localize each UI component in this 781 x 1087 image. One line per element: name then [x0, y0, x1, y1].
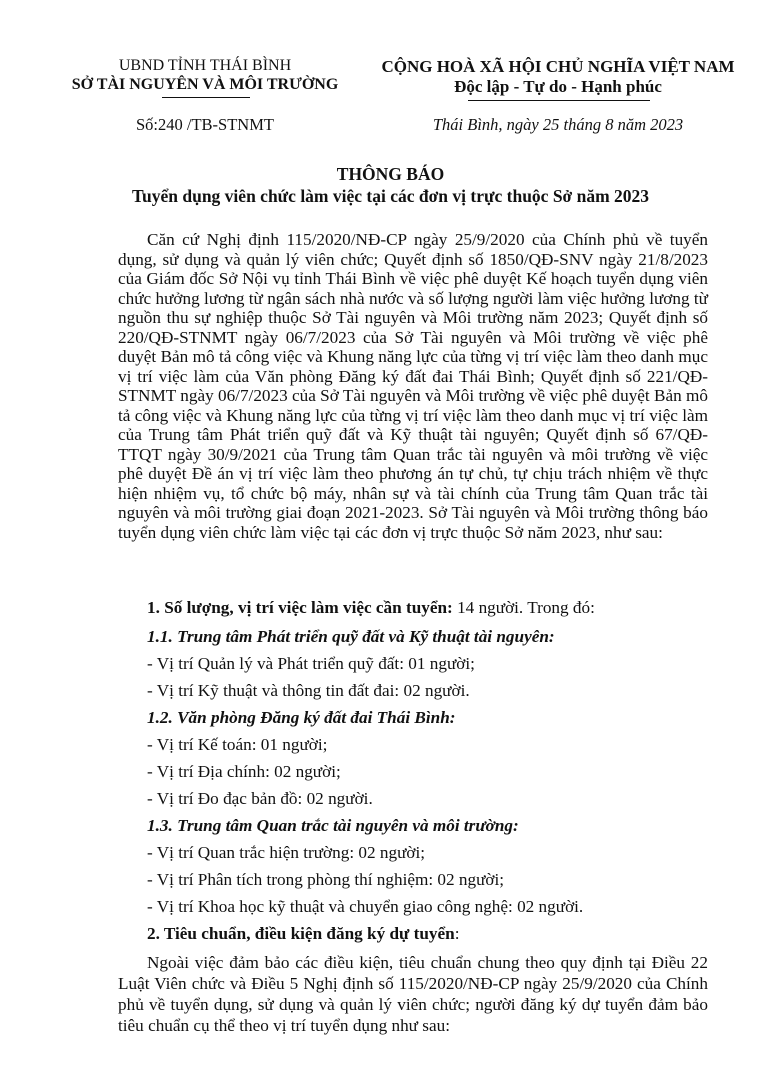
document-subtitle: Tuyển dụng viên chức làm việc tại các đơn vị trực thuộc Sở năm 2023	[131, 186, 650, 206]
unit-2-position: - Vị trí Kế toán: 01 người;	[147, 735, 328, 754]
unit-3-heading: 1.3. Trung tâm Quan trắc tài nguyên và môi trường:	[147, 816, 519, 835]
unit-1-position: - Vị trí Kỹ thuật và thông tin đất đai: 02 người.	[147, 681, 470, 700]
unit-2-position: - Vị trí Địa chính: 02 người;	[147, 762, 341, 781]
unit-1-position: - Vị trí Quản lý và Phát triển quỹ đất: 01 người;	[147, 654, 475, 673]
unit-2-position: - Vị trí Đo đạc bản đồ: 02 người.	[147, 789, 373, 808]
section2-heading-text: 2. Tiêu chuẩn, điều kiện đăng ký dự tuyển	[147, 924, 455, 943]
section2-heading-tail: :	[454, 924, 460, 943]
national-motto: Độc lập - Tự do - Hạnh phúc	[454, 77, 662, 96]
section2-heading	[147, 924, 460, 944]
unit-3-position: - Vị trí Phân tích trong phòng thí nghiệm: 02 người;	[147, 870, 505, 889]
section1-heading	[147, 598, 595, 618]
left-header-underline	[162, 97, 250, 98]
department-name: SỞ TÀI NGUYÊN VÀ MÔI TRƯỜNG	[71, 76, 339, 93]
unit-2-heading: 1.2. Văn phòng Đăng ký đất đai Thái Bình:	[147, 708, 456, 727]
unit-3-position: - Vị trí Quan trắc hiện trường: 02 người;	[147, 843, 426, 862]
document-title: THÔNG BÁO	[336, 164, 445, 184]
agency-name: UBND TỈNH THÁI BÌNH	[118, 57, 292, 74]
country-name: CỘNG HOÀ XÃ HỘI CHỦ NGHĨA VIỆT NAM	[381, 57, 735, 76]
motto-underline	[468, 100, 650, 101]
section1-heading-text: 1. Số lượng, vị trí việc làm việc cần tuyển:	[147, 598, 453, 617]
unit-1-heading: 1.1. Trung tâm Phát triển quỹ đất và Kỹ thuật tài nguyên:	[147, 627, 555, 646]
place-date: Thái Bình, ngày 25 tháng 8 năm 2023	[432, 115, 684, 134]
intro-paragraph: Căn cứ Nghị định 115/2020/NĐ-CP ngày 25/9/2020 của Chính phủ về tuyển dụng, sử dụng và quản lý viên chức; Quyết định số 1850/QĐ-SNV ngày 21/8/2023 của Giám đốc Sở Nội vụ tỉnh Thái Bình về việc phê duyệt Kế hoạch tuyển dụng viên chức hưởng lương từ ngân sách nhà nước và số lượng người làm việc hưởng lương từ nguồn thu sự nghiệp thuộc Sở Tài nguyên và Môi trường năm 2023; Quyết định số 220/QĐ-STNMT ngày 06/7/2023 của Sở Tài nguyên và Môi trường về việc phê duyệt Bản mô tả công việc và Khung năng lực của từng vị trí việc làm theo danh mục vị trí việc làm của Văn phòng Đăng ký đất đai Thái Bình; Quyết định số 221/QĐ-STNMT ngày 06/7/2023 của Sở Tài nguyên và Môi trường về việc phê duyệt Bản mô tả công việc và Khung năng lực của từng vị trí việc làm theo danh mục vị trí việc làm của Trung tâm Phát triển quỹ đất và Kỹ thuật tài nguyên; Quyết định số 67/QĐ-TTQT ngày 30/9/2021 của Trung tâm Quan trắc tài nguyên và môi trường về việc phê duyệt Đề án vị trí việc làm theo phương án tự chủ, tự chịu trách nhiệm về thực hiện nhiệm vụ, tổ chức bộ máy, nhân sự và tài chính của Trung tâm Quan trắc tài nguyên và môi trường giai đoạn 2021-2023. Sở Tài nguyên và Môi trường thông báo tuyển dụng viên chức làm việc tại các đơn vị trực thuộc Sở năm 2023, như sau:	[118, 230, 708, 542]
unit-3-position: - Vị trí Khoa học kỹ thuật và chuyển giao công nghệ: 02 người.	[147, 897, 584, 916]
section1-heading-tail: 14 người. Trong đó:	[452, 598, 595, 617]
document-number: Số:240 /TB-STNMT	[136, 115, 274, 134]
section2-body: Ngoài việc đảm bảo các điều kiện, tiêu chuẩn chung theo quy định tại Điều 22 Luật Viên chức và Điều 5 Nghị định số 115/2020/NĐ-CP ngày 25/9/2020 của Chính phủ về tuyển dụng, sử dụng và quản lý viên chức; người đăng ký dự tuyển đảm bảo tiêu chuẩn cụ thể theo vị trí tuyển dụng như sau:	[118, 953, 708, 1035]
